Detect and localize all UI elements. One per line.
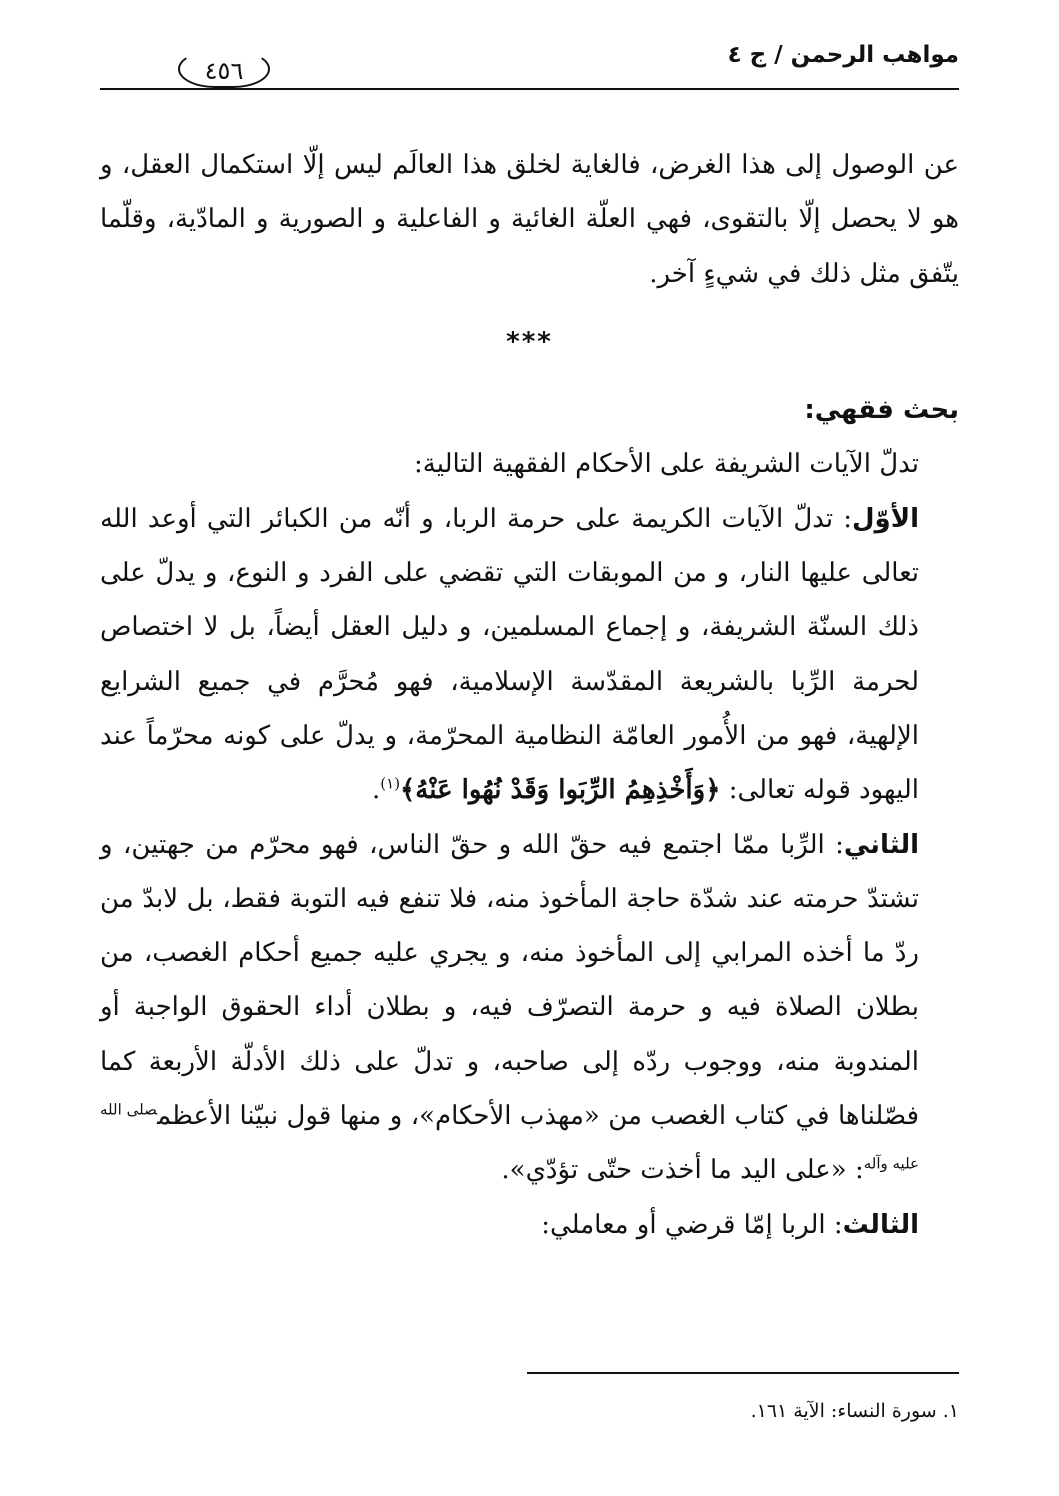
- paragraph-third: [100, 1198, 959, 1252]
- section-heading: بحث فقهي:: [804, 395, 959, 426]
- footnote-ref-1[interactable]: (١): [380, 774, 401, 793]
- paragraph-third-label: الثالث: [842, 1209, 919, 1240]
- paragraph-second: [100, 818, 959, 1198]
- paragraph-third-text: : الربا إمّا قرضي أو معاملي:: [541, 1209, 843, 1240]
- paragraph-first-text: : تدلّ الآيات الكريمة على حرمة الربا، و أنّه من الكبائر التي أوعد الله تعالى عليها النار، و من الموبقات التي تقضي على الفرد و النوع، و يدلّ على ذلك السنّة الشريفة، و إجماع المسلمين، و دليل العقل أيضاً، بل لا اختصاص لحرمة الرِّبا بالشريعة المقدّسة الإسلامية، فهو مُحرَّم في جميع الشرايع الإلهية، فهو من الأُمور العامّة النظامية المحرّمة، و يدلّ على كونه محرّماً عند اليهود قوله تعالى:: [100, 503, 919, 806]
- paragraph-first: [100, 492, 959, 818]
- footnote-1: ١. سورة النساء: الآية ١٦١.: [750, 1400, 959, 1422]
- paragraph-first-end: .: [372, 775, 381, 806]
- section-divider: ***: [506, 326, 553, 357]
- paragraph-second-text: : الرِّبا ممّا اجتمع فيه حقّ الله و حقّ الناس، فهو محرّم من جهتين، و تشتدّ حرمته عند شدّة حاجة المأخوذ منه، فلا تنفع فيه التوبة فقط، بل لابدّ من ردّ ما أخذه المرابي إلى المأخوذ منه، و يجري عليه جميع أحكام الغصب، من بطلان الصلاة فيه و حرمة التصرّف فيه، و بطلان أداء الحقوق الواجبة أو المندوبة منه، ووجوب ردّه إلى صاحبه، و تدلّ على ذلك الأدلّة الأربعة كما فصّلناها في كتاب الغصب من «مهذب الأحكام»، و منها قول نبيّنا الأعظم: [100, 829, 919, 1132]
- page-number: ٤٥٦: [178, 50, 270, 88]
- footnote-rule: [527, 1372, 959, 1374]
- section-intro: تدلّ الآيات الشريفة على الأحكام الفقهية التالية:: [414, 449, 919, 480]
- salutation-mark: صلى الله عليه وآله: [100, 1100, 919, 1173]
- header-rule: [100, 88, 959, 90]
- main-text: [100, 138, 959, 1252]
- page-header: [100, 40, 959, 96]
- paragraph-second-label: الثاني: [843, 829, 919, 860]
- quran-verse: ﴿وَأَخْذِهِمُ الرِّبَوا وَقَدْ نُهُوا عَنْهُ﴾: [400, 775, 721, 806]
- running-title: مواهب الرحمن / ج ٤: [727, 42, 959, 68]
- paragraph-first-label: الأوّل: [852, 503, 919, 534]
- intro-paragraph: عن الوصول إلى هذا الغرض، فالغاية لخلق هذا العالَم ليس إلّا استكمال العقل، و هو لا يحصل إلّا بالتقوى، فهي العلّة الغائية و الفاعلية و الصورية و المادّية، وقلّما يتّفق مثل ذلك في شيءٍ آخر.: [100, 150, 959, 289]
- paragraph-second-end: : «على اليد ما أخذت حتّى تؤدّي».: [501, 1155, 864, 1186]
